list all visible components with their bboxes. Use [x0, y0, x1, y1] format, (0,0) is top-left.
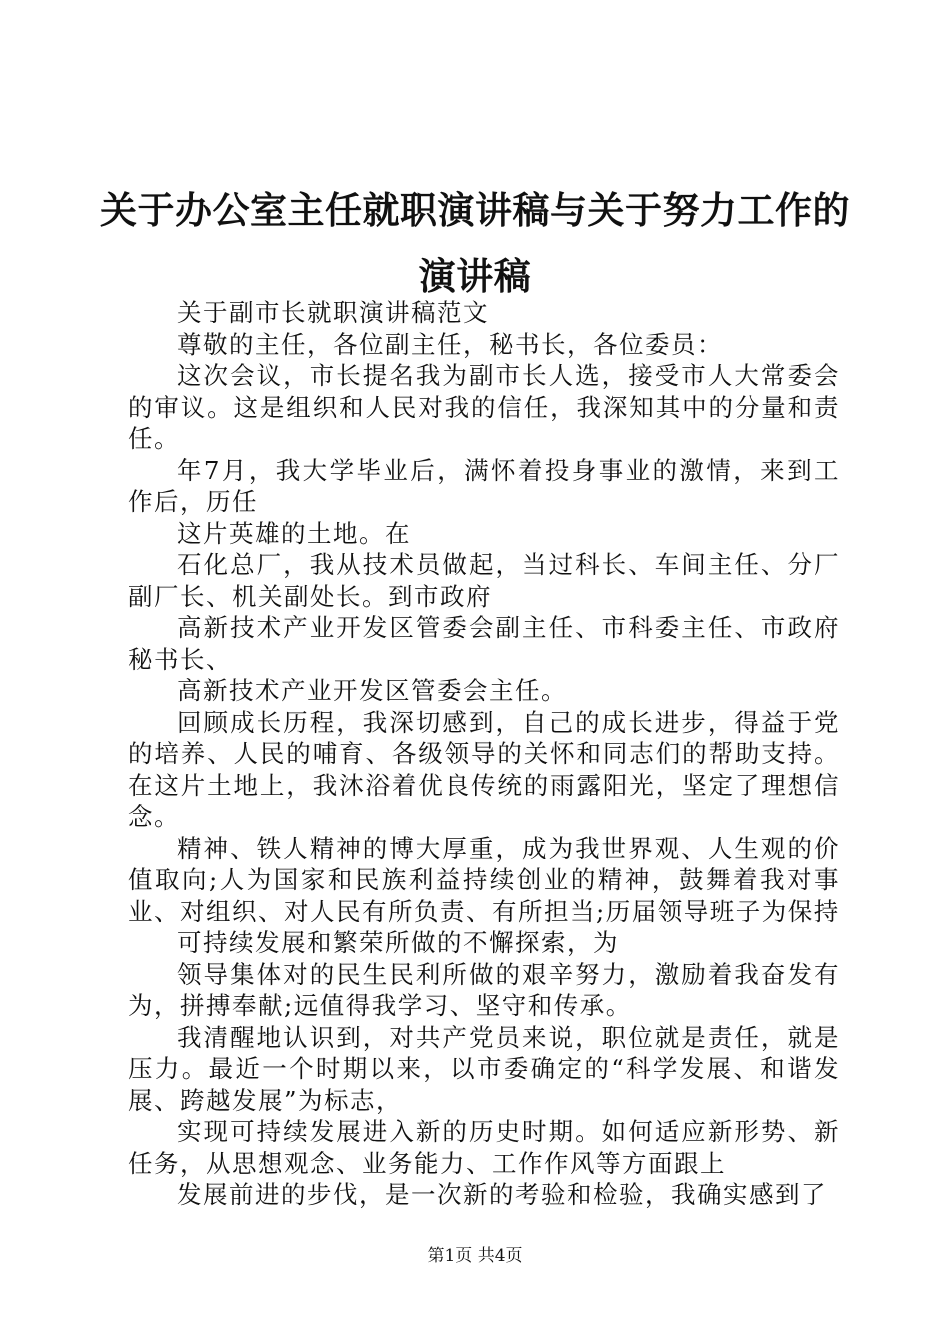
paragraph-9: 回顾成长历程，我深切感到，自己的成长进步，得益于党的培养、人民的哺育、各级领导的关怀和同志们的帮助支持。在这片土地上，我沐浴着优良传统的雨露阳光，坚定了理想信念。 — [128, 707, 840, 831]
paragraph-10: 精神、铁人精神的博大厚重，成为我世界观、人生观的价值取向;人为国家和民族利益持续创业的精神，鼓舞着我对事业、对组织、对人民有所负责、有所担当;历届领导班子为保持 — [128, 833, 840, 926]
paragraph-2: 尊敬的主任，各位副主任，秘书长，各位委员： — [177, 329, 723, 359]
paragraph-4: 年7月，我大学毕业后，满怀着投身事业的激情，来到工作后，历任 — [128, 455, 840, 516]
page-number-footer: 第1页 共4页 — [427, 1246, 523, 1266]
paragraph-5: 这片英雄的土地。在 — [177, 518, 411, 548]
paragraph-8: 高新技术产业开发区管委会主任。 — [177, 676, 567, 705]
title-line-1: 关于办公室主任就职演讲稿与关于努力工作的 — [100, 189, 850, 232]
paragraph-13: 我清醒地认识到，对共产党员来说，职位就是责任，就是压力。最近一个时期以来，以市委确定的“科学发展、和谐发展、跨越发展”为标志， — [128, 1022, 840, 1115]
paragraph-14: 实现可持续发展进入新的历史时期。如何适应新形势、新任务，从思想观念、业务能力、工作作风等方面跟上 — [128, 1117, 840, 1178]
document-title — [100, 178, 850, 310]
paragraph-6: 石化总厂，我从技术员做起，当过科长、车间主任、分厂副厂长、机关副处长。到市政府 — [128, 550, 840, 611]
paragraph-1: 关于副市长就职演讲稿范文 — [177, 298, 489, 327]
title-line-2: 演讲稿 — [418, 255, 532, 298]
paragraph-11: 可持续发展和繁荣所做的不懈探索，为 — [177, 928, 619, 957]
paragraph-12: 领导集体对的民生民利所做的艰辛努力，激励着我奋发有为，拼搏奉献;远值得我学习、坚守和传承。 — [128, 959, 840, 1020]
paragraph-7: 高新技术产业开发区管委会副主任、市科委主任、市政府秘书长、 — [128, 613, 840, 674]
document-body — [128, 297, 840, 1211]
paragraph-3: 这次会议，市长提名我为副市长人选，接受市人大常委会的审议。这是组织和人民对我的信任，我深知其中的分量和责任。 — [128, 361, 840, 453]
paragraph-15: 发展前进的步伐，是一次新的考验和检验，我确实感到了 — [177, 1180, 827, 1209]
